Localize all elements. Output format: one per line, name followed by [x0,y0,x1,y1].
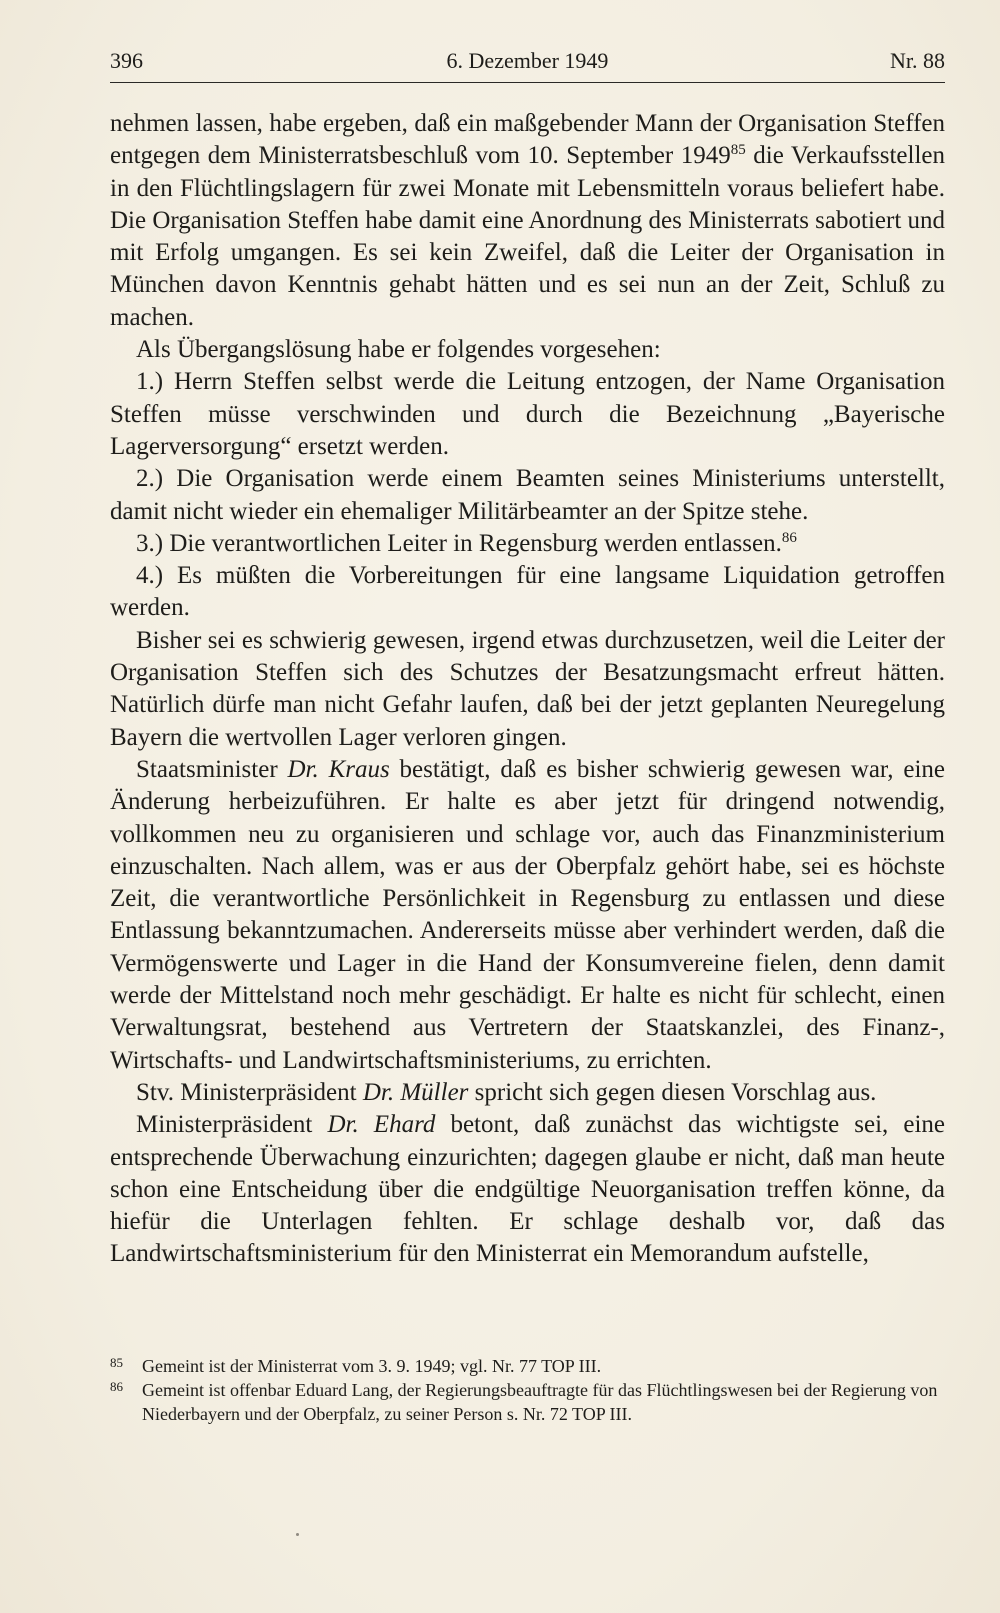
paragraph [110,108,945,334]
text-run: Ministerpräsident [136,1111,328,1139]
text-run: bestätigt, daß es bisher schwierig gewesen war, eine Änderung herbeizuführen. Er halte es aber jetzt für dringend notwendig, vollkommen neu zu organisieren und schlage vor, auch das Finanzministerium einzuschalten. Nach allem, was er aus der Oberpfalz gehört habe, sei es höchste Zeit, die verantwortliche Persönlichkeit in Regensburg zu entlassen und diese Entlassung bekanntzumachen. Andererseits müsse aber verhindert werden, daß die Vermögenswerte und Lager in die Hand der Konsumvereine fielen, denn damit werde der Mittelstand noch mehr geschädigt. Er halte es nicht für schlecht, einen Verwaltungsrat, bestehend aus Vertretern der Staatskanzlei, des Finanz-, Wirtschafts- und Landwirtschaftsministeriums, zu errichten. [110,755,945,1074]
main-text [110,108,945,1271]
footnote-text: Gemeint ist der Ministerrat vom 3. 9. 1949; vgl. Nr. 77 TOP III. [142,1356,602,1376]
page-number: 396 [110,48,143,73]
paragraph [110,1077,945,1109]
paragraph [110,754,945,1077]
text-run: nehmen lassen, habe ergeben, daß ein maßgebender Mann der Organisation Steffen entgegen dem Ministerratsbeschluß vom 10. September 1949 [110,110,945,170]
text-run: spricht sich gegen diesen Vorschlag aus. [468,1078,877,1106]
person-name: Dr. Müller [362,1078,469,1106]
footnote-reference: 86 [781,529,797,546]
footnote-text: Gemeint ist offenbar Eduard Lang, der Regierungsbeauftragte für das Flüchtlingswesen bei der Regierung von Niederbayern und der Oberpfalz, zu seiner Person s. Nr. 72 TOP III. [142,1380,938,1424]
footnote-number: 85 [110,1355,123,1370]
text-run: 1.) Herrn Steffen selbst werde die Leitung entzogen, der Name Organisation Steffen müsse verschwinden und durch die Bezeichnung „Bayerische Lagerversorgung“ ersetzt werden. [110,368,945,460]
list-item [110,463,945,528]
list-item [110,366,945,463]
text-run: Bisher sei es schwierig gewesen, irgend etwas durchzusetzen, weil die Leiter der Organisation Steffen sich des Schutzes der Besatzungsmacht erfreut hätten. Natürlich dürfe man nicht Gefahr laufen, daß bei der jetzt geplanten Neuregelung Bayern die wertvollen Lager verloren gingen. [110,626,945,751]
footnote-reference: 85 [730,142,746,159]
paragraph [110,625,945,754]
paper-speck [296,1533,299,1536]
text-run: Stv. Ministerpräsident [136,1078,363,1106]
text-run: die Verkaufsstellen in den Flüchtlingslagern für zwei Monate mit Lebensmitteln voraus beliefert habe. Die Organisation Steffen habe damit eine Anordnung des Ministerrats sabotiert und mit Erfolg umgangen. Es sei kein Zweifel, daß die Leiter der Organisation in München davon Kenntnis gehabt hätten und es sei nun an der Zeit, Schluß zu machen. [110,142,946,331]
list-item [110,528,945,560]
running-header [110,46,945,80]
text-run: Als Übergangslösung habe er folgendes vorgesehen: [136,336,661,364]
footnote [110,1354,945,1378]
person-name: Dr. Ehard [327,1111,436,1139]
paragraph [110,1109,945,1270]
text-run: 4.) Es müßten die Vorbereitungen für eine langsame Liquidation getroffen werden. [110,562,945,622]
document-number: Nr. 88 [890,48,945,73]
footnote [110,1378,945,1426]
paragraph [110,334,945,366]
header-date: 6. Dezember 1949 [446,48,609,73]
text-run: betont, daß zunächst das wichtigste sei, eine entsprechende Überwachung einzurichten; dagegen glaube er nicht, daß man heute schon eine Entscheidung über die endgültige Neuorganisation treffen könne, da hiefür die Unterlagen fehlten. Er schlage deshalb vor, daß das Landwirtschaftsministerium für den Ministerrat ein Memorandum aufstelle, [110,1111,945,1268]
text-run: 2.) Die Organisation werde einem Beamten seines Ministeriums unterstellt, damit nicht wieder ein ehemaliger Militärbeamter an der Spitze stehe. [110,465,945,525]
list-item [110,560,945,625]
footnote-number: 86 [110,1379,123,1394]
text-run: 3.) Die verantwortlichen Leiter in Regensburg werden entlassen. [136,529,782,557]
footnotes [110,1354,945,1426]
text-run: Staatsminister [136,755,288,783]
header-rule [110,82,945,83]
person-name: Dr. Kraus [287,755,390,783]
